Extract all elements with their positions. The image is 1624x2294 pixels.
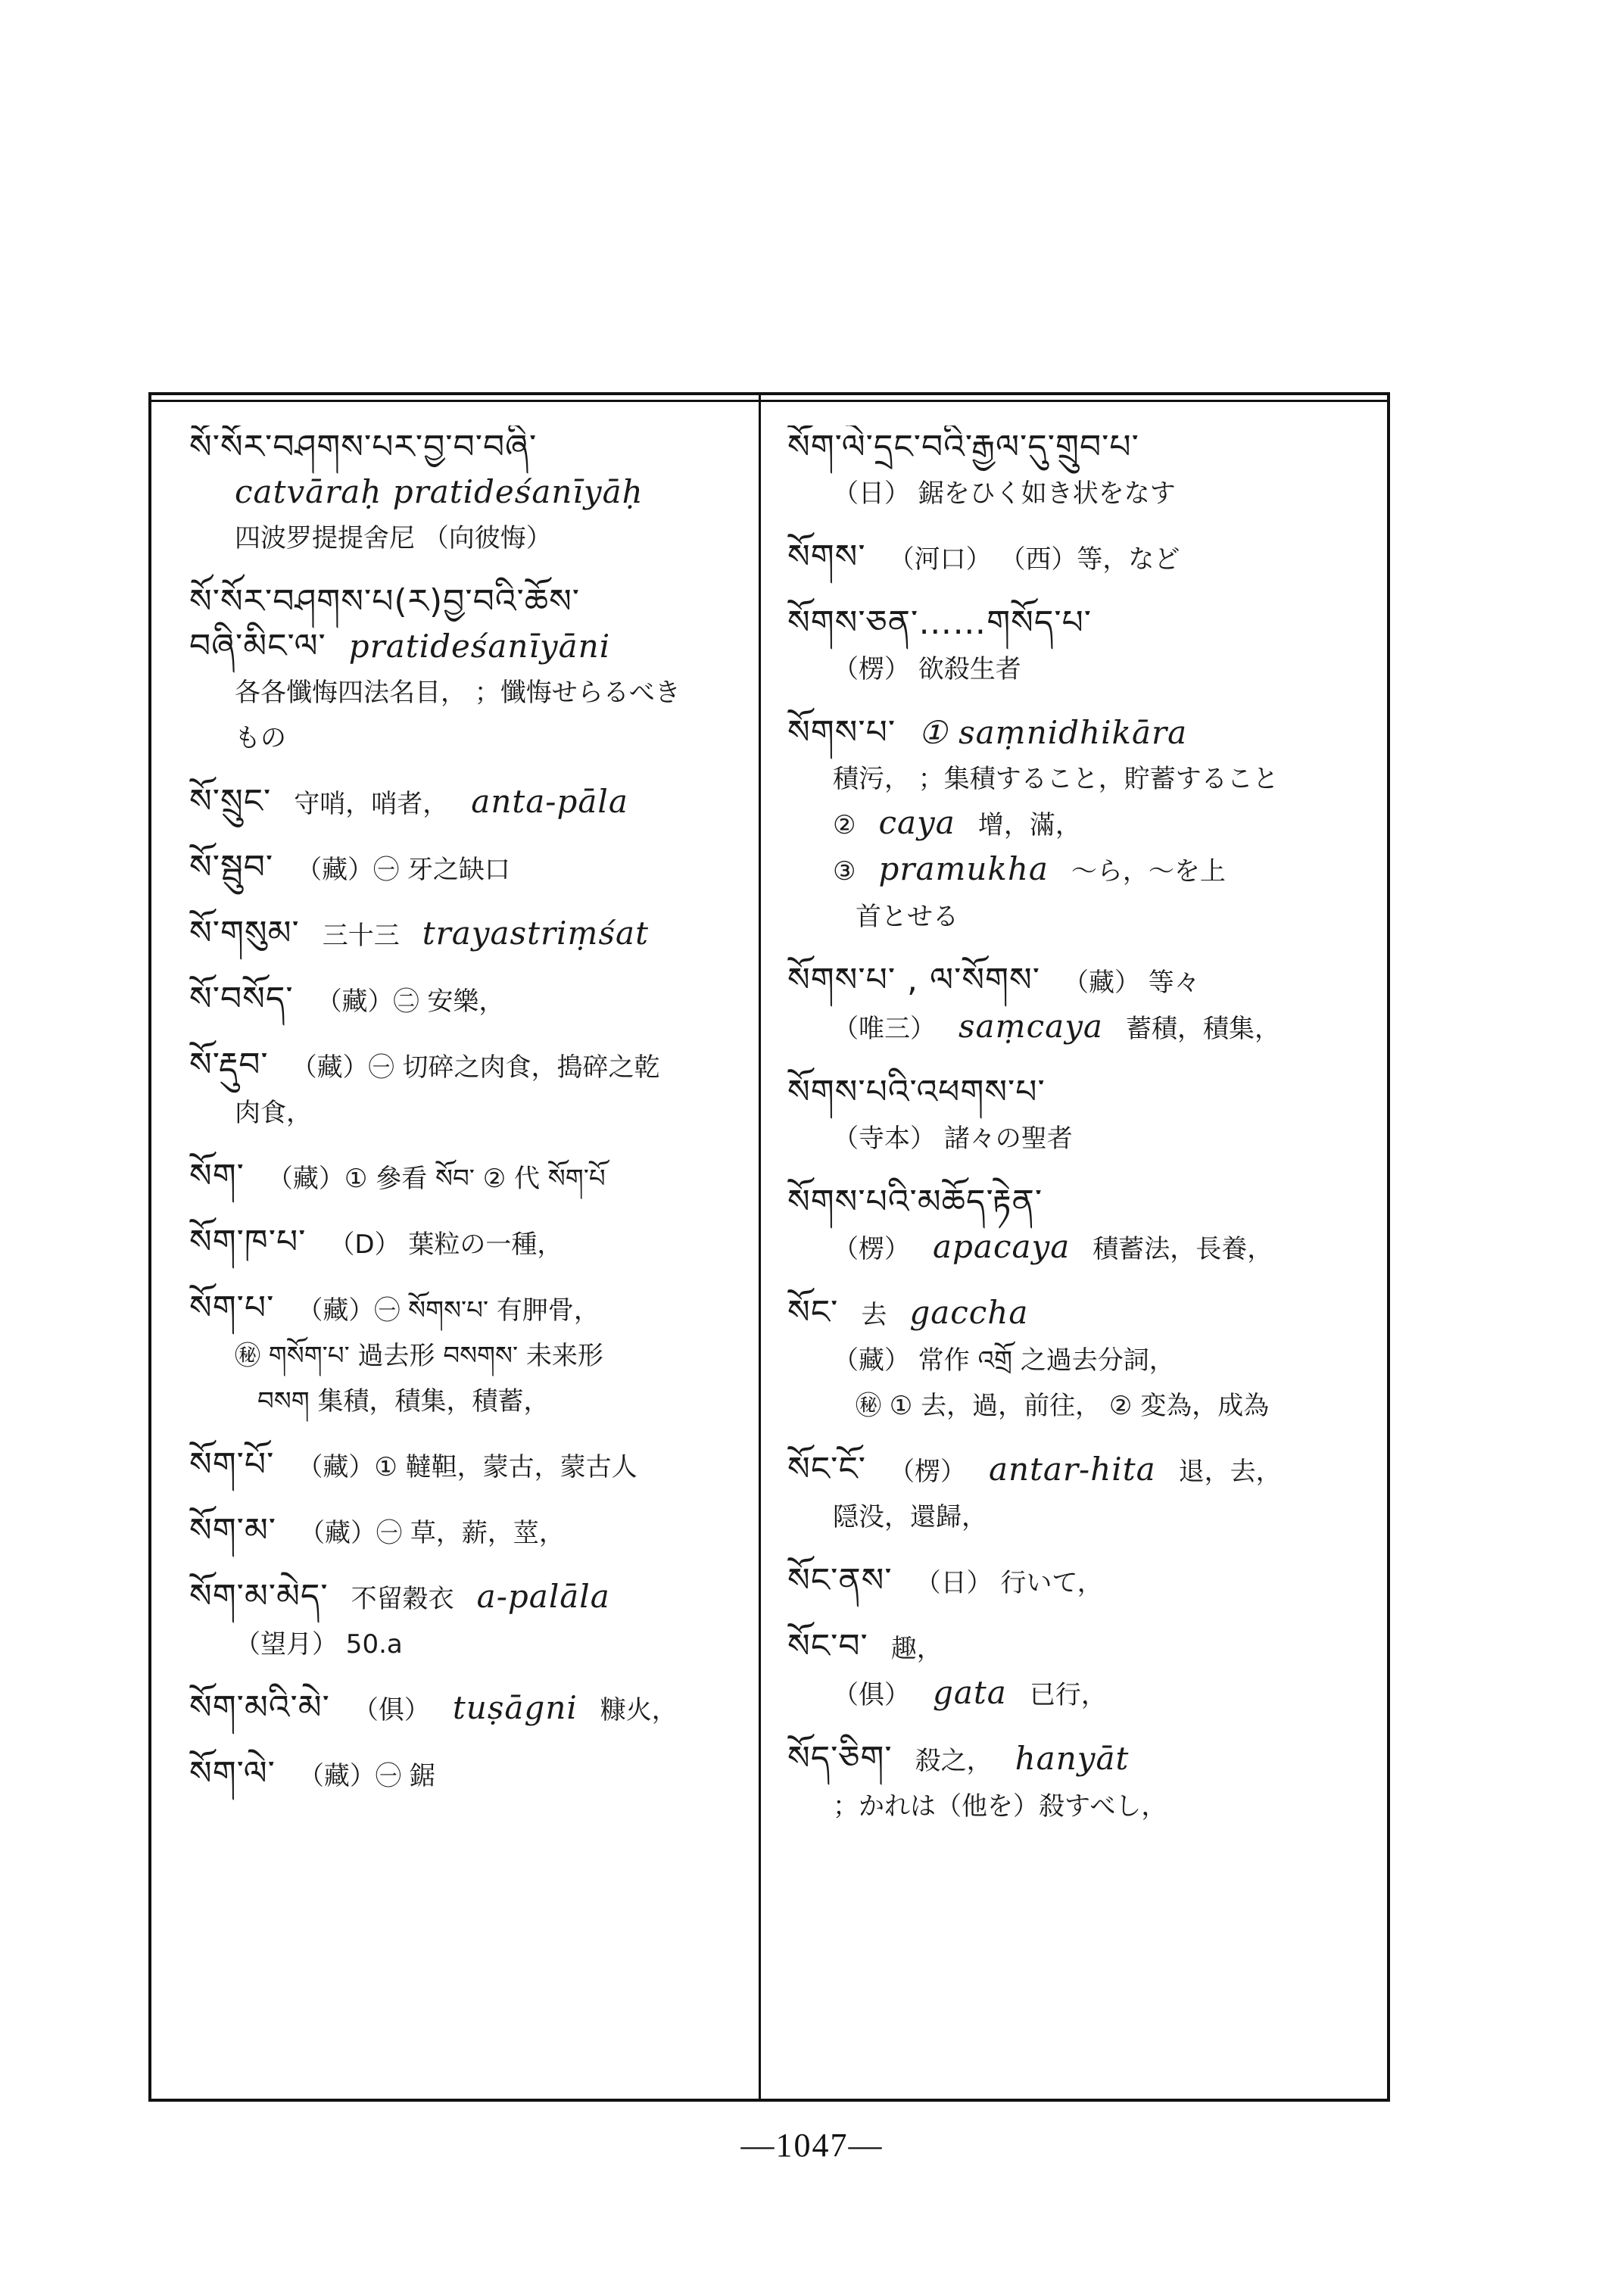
entry-line <box>189 580 750 625</box>
right-column <box>787 425 1378 2084</box>
entry-line <box>787 470 1378 516</box>
entry-line <box>787 1783 1378 1828</box>
annotation-text: 趣， <box>890 1634 943 1664</box>
entry-line <box>787 1071 1378 1115</box>
sanskrit-term: saṃcaya <box>959 1008 1103 1045</box>
gloss-text: 〜ら，〜を上 <box>1071 856 1226 887</box>
entry-line <box>189 515 750 560</box>
entry-line <box>189 1686 750 1732</box>
tibetan-headword: སོང་བ་ <box>787 1627 868 1666</box>
dictionary-entry <box>787 601 1378 691</box>
entry-line <box>787 711 1378 756</box>
annotation-text: ② <box>833 810 856 840</box>
entry-line <box>787 756 1378 801</box>
tibetan-headword: སོ་བསོད་ <box>189 980 294 1018</box>
page-number: —1047— <box>740 2127 884 2164</box>
tibetan-headword: སོ་སྦུབ་ <box>189 848 274 887</box>
annotation-text: 各各懺悔四法名目， ；懺悔せらるべき <box>235 678 681 708</box>
entry-line <box>787 1337 1378 1382</box>
sanskrit-term: pratideśanīyāni <box>348 628 611 665</box>
dictionary-entry <box>189 1752 750 1798</box>
dictionary-entry <box>189 1509 750 1555</box>
gloss-text: 糠火， <box>600 1695 678 1725</box>
annotation-text: （楞） <box>888 1457 966 1487</box>
entry-line <box>189 625 750 669</box>
annotation-text: 積污， ；集積すること，貯蓄すること <box>833 764 1279 794</box>
annotation-text: （俱） <box>352 1695 430 1725</box>
entry-line <box>787 1494 1378 1539</box>
tibetan-headword: སོགས་པའི་འཕགས་པ་ <box>787 1073 1046 1111</box>
annotation-text: （藏）㊀ 鋸 <box>298 1761 435 1791</box>
tibetan-headword: སོག་ལེ་དྲང་བའི་རྒྱལ་དུ་གྲུབ་པ་ <box>787 428 1139 466</box>
annotation-text: 守哨，哨者， <box>294 789 449 819</box>
entry-line <box>787 1382 1378 1428</box>
dictionary-entry <box>787 425 1378 516</box>
annotation-text: （藏）㊀ 草，薪，莖， <box>299 1518 565 1548</box>
top-rule <box>148 400 1390 402</box>
sanskrit-term: pramukha <box>878 850 1049 887</box>
entry-line <box>189 1378 750 1423</box>
tibetan-headword: སོང་ <box>787 1293 839 1332</box>
entry-line <box>787 601 1378 646</box>
dictionary-entry <box>787 1737 1378 1828</box>
annotation-text: （藏） 常作 འགྲོ 之過去分詞， <box>833 1345 1175 1376</box>
tibetan-headword: སོག་མ་ <box>189 1511 277 1550</box>
tibetan-headword: སོག་པོ་ <box>189 1445 275 1484</box>
gloss-text: 增，滿， <box>977 810 1081 840</box>
annotation-text: （藏）㊁ 安樂， <box>316 986 505 1017</box>
annotation-text: 不留穀衣 <box>351 1584 454 1614</box>
tibetan-headword: སོང་ནས་ <box>787 1561 893 1600</box>
annotation-text: བསག 集積，積集，積蓄， <box>257 1386 550 1417</box>
tibetan-headword: སོག་མའི་མེ་ <box>189 1688 330 1727</box>
annotation-text: ㊙ གསོག་པ་ 過去形 བསགས་ 未来形 <box>235 1341 603 1371</box>
entry-line <box>787 1005 1378 1051</box>
annotation-text: 去 <box>861 1300 887 1330</box>
entry-line <box>787 1559 1378 1605</box>
entry-line <box>189 1332 750 1378</box>
annotation-text: 四波罗提提舍尼 （向彼悔） <box>235 523 552 553</box>
tibetan-headword: སོ་རྡུབ་ <box>189 1046 269 1084</box>
entry-line <box>787 1180 1378 1225</box>
gloss-text: 積蓄法，長養， <box>1093 1234 1273 1264</box>
entry-line <box>189 780 750 826</box>
tibetan-headword: སོ་སོར་བཤགས་པར་བྱ་བ་བཞི་ <box>189 428 538 466</box>
page-frame <box>148 392 1390 2102</box>
annotation-text: （日） 行いて， <box>915 1568 1103 1598</box>
annotation-text: （藏）① 韃靼，蒙古，蒙古人 <box>297 1452 637 1482</box>
entry-line <box>787 1225 1378 1271</box>
dictionary-entry <box>189 1155 750 1201</box>
sanskrit-term: apacaya <box>933 1228 1071 1265</box>
annotation-text: 肉食， <box>235 1098 312 1128</box>
entry-line <box>189 715 750 760</box>
entry-line <box>189 669 750 715</box>
sanskrit-term: a-palāla <box>476 1578 610 1615</box>
dictionary-entry <box>189 780 750 826</box>
dictionary-entry <box>189 1575 750 1666</box>
entry-line <box>189 1043 750 1089</box>
annotation-text: （楞） <box>833 1234 910 1264</box>
entry-line <box>189 425 750 470</box>
tibetan-headword: སོད་ཅིག་ <box>787 1739 893 1778</box>
dictionary-entry <box>787 711 1378 939</box>
entry-line <box>787 1625 1378 1671</box>
annotation-text: 首とせる <box>856 902 959 932</box>
dictionary-entry <box>189 1043 750 1135</box>
dictionary-entry <box>787 1071 1378 1161</box>
sanskrit-term: catvāraḥ pratideśanīyāḥ <box>235 473 644 510</box>
tibetan-headword: སོ་སྲུང་ <box>189 782 272 821</box>
entry-line <box>189 1509 750 1555</box>
dictionary-entry <box>189 846 750 892</box>
entry-line <box>787 1671 1378 1717</box>
tibetan-headword: སོགས་ <box>787 538 866 576</box>
tibetan-headword: སོག་པ་ <box>189 1289 275 1327</box>
dictionary-entry <box>787 1448 1378 1539</box>
sanskrit-term: gata <box>933 1674 1007 1711</box>
entry-line <box>189 1752 750 1798</box>
sanskrit-term: hanyāt <box>1015 1740 1130 1777</box>
entry-line <box>787 425 1378 470</box>
annotation-text: （藏）㊀ སོགས་པ་ 有胛骨， <box>297 1295 600 1326</box>
tibetan-headword: སོང་ངོ་ <box>787 1450 866 1488</box>
dictionary-entry <box>787 1625 1378 1717</box>
annotation-text: ；かれは（他を）殺すべし， <box>833 1791 1167 1822</box>
annotation-text: （D） 葉粒の一種， <box>329 1230 563 1260</box>
entry-line <box>189 1621 750 1666</box>
dictionary-entry <box>787 535 1378 581</box>
annotation-text: （唯三） <box>833 1014 936 1044</box>
sanskrit-term: antar-hita <box>988 1451 1156 1488</box>
tibetan-headword: སོག་ལེ་ <box>189 1754 276 1793</box>
entry-line <box>787 1115 1378 1161</box>
annotation-text: （望月） 50.a <box>235 1629 403 1660</box>
dictionary-entry <box>189 1286 750 1423</box>
dictionary-entry <box>189 580 750 760</box>
column-divider <box>759 395 761 2099</box>
annotation-text: （藏） 等々 <box>1062 968 1200 998</box>
tibetan-headword: སོ་སོར་བཤགས་པ(ར)བྱ་བའི་ཆོས་ <box>189 582 581 621</box>
dictionary-entry <box>787 1291 1378 1428</box>
entry-line <box>787 1291 1378 1337</box>
gloss-text: 已行， <box>1029 1680 1107 1710</box>
dictionary-entry <box>189 1686 750 1732</box>
tibetan-headword: བཞི་མིང་ལ་ <box>189 627 326 665</box>
annotation-text: ㊙ ① 去，過，前往， ② 変為，成為 <box>856 1391 1270 1421</box>
annotation-text: （俱） <box>833 1680 910 1710</box>
entry-line <box>189 1220 750 1267</box>
dictionary-entry <box>787 958 1378 1051</box>
entry-line <box>787 535 1378 581</box>
entry-line <box>189 1575 750 1621</box>
dictionary-entry <box>189 912 750 958</box>
entry-line <box>189 1443 750 1489</box>
annotation-text: （日） 鋸をひく如き状をなす <box>833 478 1176 509</box>
sanskrit-term: tuṣāgni <box>452 1689 578 1726</box>
entry-line <box>189 846 750 892</box>
tibetan-headword: སོགས་པ་ , ལ་སོགས་ <box>787 961 1040 999</box>
tibetan-headword: སོག་ <box>189 1157 245 1195</box>
tibetan-headword: སོགས་ཅན་……གསོད་པ་ <box>787 603 1093 642</box>
dictionary-entry <box>189 1220 750 1267</box>
dictionary-entry <box>787 1180 1378 1271</box>
tibetan-headword: སོ་གསུམ་ <box>189 914 300 952</box>
entry-line <box>189 1155 750 1201</box>
dictionary-entry <box>189 1443 750 1489</box>
entry-line <box>189 470 750 515</box>
sanskrit-term: ① saṃnidhikāra <box>918 714 1188 751</box>
annotation-text: （藏）㊀ 牙之缺口 <box>296 855 510 885</box>
entry-line <box>189 1089 750 1135</box>
annotation-text: （藏）① 參看 སོབ་ ② 代 སོག་པོ <box>267 1164 606 1194</box>
dictionary-entry <box>189 977 750 1024</box>
sanskrit-term: anta-pāla <box>471 783 628 820</box>
sanskrit-term: caya <box>878 804 955 841</box>
annotation-text: （寺本） 諸々の聖者 <box>833 1124 1073 1154</box>
entry-line <box>787 958 1378 1005</box>
entry-line <box>787 847 1378 893</box>
left-column <box>189 425 750 2084</box>
entry-line <box>787 1448 1378 1494</box>
sanskrit-term: gaccha <box>909 1294 1029 1331</box>
annotation-text: 三十三 <box>322 921 400 951</box>
annotation-text: もの <box>235 723 286 753</box>
tibetan-headword: སོགས་པའི་མཆོད་རྟེན་ <box>787 1183 1043 1221</box>
annotation-text: （河口） （西）等，など <box>888 544 1180 575</box>
tibetan-headword: སོག་མ་མེད་ <box>189 1577 329 1616</box>
annotation-text: 隠没，還歸， <box>833 1502 987 1532</box>
entry-line <box>787 646 1378 691</box>
entry-line <box>787 893 1378 939</box>
gloss-text: 蓄積，積集， <box>1125 1014 1280 1044</box>
annotation-text: （楞） 欲殺生者 <box>833 654 1021 684</box>
gloss-text: 退，去， <box>1178 1457 1282 1487</box>
sanskrit-term: trayastriṃśat <box>422 915 649 952</box>
annotation-text: ③ <box>833 856 856 887</box>
entry-line <box>189 977 750 1024</box>
tibetan-headword: སོག་ཁ་པ་ <box>189 1223 307 1261</box>
dictionary-entry <box>787 1559 1378 1605</box>
entry-line <box>189 912 750 958</box>
entry-line <box>189 1286 750 1332</box>
tibetan-headword: སོགས་པ་ <box>787 713 896 752</box>
entry-line <box>787 1737 1378 1783</box>
dictionary-entry <box>189 425 750 560</box>
annotation-text: （藏）㊀ 切碎之肉食，搗碎之乾 <box>291 1052 660 1083</box>
annotation-text: 殺之， <box>915 1746 993 1776</box>
entry-line <box>787 801 1378 847</box>
